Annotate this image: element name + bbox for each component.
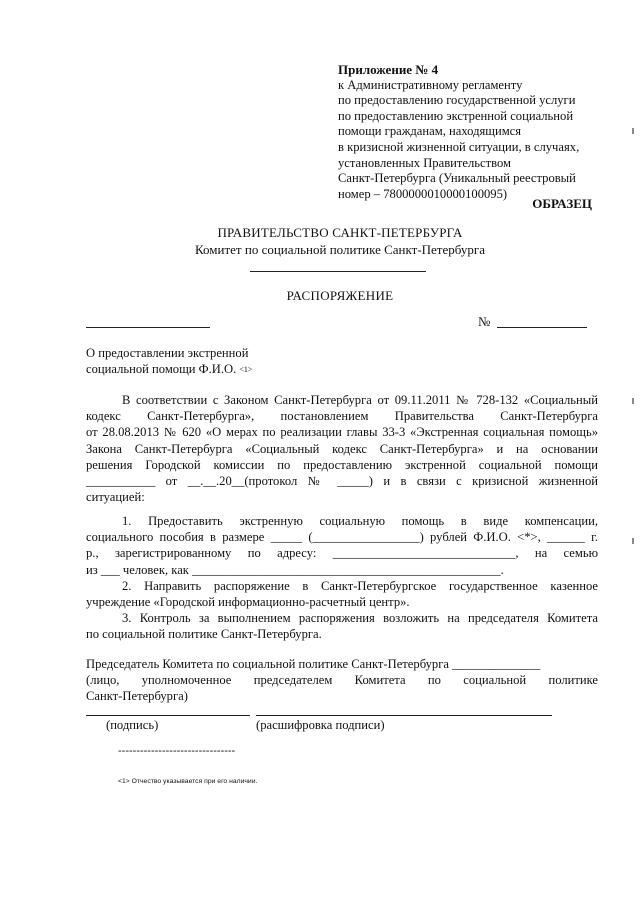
- scan-edge-mark: [632, 538, 634, 544]
- item-line: 2. Направить распоряжение в Санкт-Петербургское государственное казенное: [122, 579, 598, 593]
- footnote-ref: <1>: [239, 365, 253, 374]
- chairman-line: Санкт-Петербурга): [86, 689, 188, 704]
- scan-edge-mark: [632, 128, 634, 134]
- footnote-text: <1> Отчество указывается при его наличии.: [118, 778, 258, 785]
- number-sign: №: [478, 314, 491, 329]
- preamble-line: кодекс Санкт-Петербурга», постановлением Правительства Санкт-Петербурга: [86, 409, 598, 424]
- appendix-line: установленных Правительством: [338, 155, 511, 170]
- appendix-line: помощи гражданам, находящимся: [338, 124, 522, 139]
- preamble-line: от 28.08.2013 № 620 «О мерах по реализации главы 33-3 «Экстренная социальная помощь»: [86, 425, 598, 440]
- government-title: ПРАВИТЕЛЬСТВО САНКТ-ПЕТЕРБУРГА: [217, 225, 463, 240]
- item-line: р., зарегистрированному по адресу: _____________________________, на семью: [86, 546, 598, 561]
- appendix-line: Санкт-Петербурга (Уникальный реестровый: [338, 171, 576, 186]
- appendix-line: номер – 7800000010000100095): [338, 186, 508, 201]
- appendix-title: Приложение № 4: [338, 62, 439, 77]
- chairman-line: Председатель Комитета по социальной политике Санкт-Петербурга ______________: [86, 657, 541, 671]
- signature-label: (подпись): [106, 718, 159, 732]
- appendix-block: [338, 62, 608, 202]
- number-blank: [497, 327, 587, 328]
- signature-decode-blank: [256, 715, 552, 716]
- subject-line: О предоставлении экстренной: [86, 346, 249, 360]
- item-2-paragraph: [86, 578, 598, 610]
- date-blank: [86, 327, 210, 328]
- document-type: РАСПОРЯЖЕНИЕ: [286, 288, 394, 303]
- item-line: по социальной политике Санкт-Петербурга.: [86, 627, 322, 642]
- item-line: 3. Контроль за выполнением распоряжения возложить на председателя Комитета: [122, 611, 598, 625]
- item-line: социального пособия в размере _____ (_________________) рублей Ф.И.О. <*>, ______ г.: [86, 530, 598, 545]
- item-3-paragraph: [86, 610, 598, 642]
- preamble-line: В соответствии с Законом Санкт-Петербурга от 09.11.2011 № 728-132 «Социальный: [122, 393, 598, 407]
- item-line: 1. Предоставить экстренную социальную помощь в виде компенсации,: [122, 514, 598, 528]
- sample-mark: ОБРАЗЕЦ: [532, 196, 592, 211]
- item-line: из ___ человек, как _________________________________________________.: [86, 562, 504, 577]
- appendix-line: в кризисной жизненной ситуации, в случаях,: [338, 139, 580, 154]
- preamble-line: решения Городской комиссии по предоставлению экстренной социальной помощи: [86, 457, 598, 472]
- subject-line-with-ref: [86, 361, 346, 379]
- signature-decode-label: (расшифровка подписи): [256, 718, 385, 732]
- preamble-line: ___________ от __.__.20__(протокол № _____) и в связи с кризисной жизненной: [86, 474, 598, 489]
- signature-blank: [86, 715, 250, 716]
- preamble-line: ситуацией:: [86, 490, 145, 505]
- chairman-line: (лицо, уполномоченное председателем Комитета по социальной политике: [86, 673, 598, 688]
- appendix-line: по предоставлению экстренной социальной: [338, 108, 574, 123]
- item-1-paragraph: [86, 513, 598, 578]
- preamble-line: Закона Санкт-Петербурга «Социальный кодекс Санкт-Петербурга» и на основании: [86, 441, 598, 456]
- scan-edge-mark: [632, 398, 634, 404]
- order-subject: [86, 345, 346, 379]
- footnote-separator: --------------------------------: [118, 745, 236, 757]
- preamble-paragraph: [86, 392, 598, 505]
- appendix-line: по предоставлению государственной услуги: [338, 93, 576, 108]
- committee-name: Комитет по социальной политике Санкт-Петербурга: [195, 242, 485, 257]
- subject-line: социальной помощи Ф.И.О.: [86, 362, 237, 376]
- appendix-line: к Административному регламенту: [338, 77, 523, 92]
- header-separator: [250, 271, 426, 272]
- chairman-block: [86, 656, 598, 705]
- item-line: учреждение «Городской информационно-расчетный центр».: [86, 595, 410, 610]
